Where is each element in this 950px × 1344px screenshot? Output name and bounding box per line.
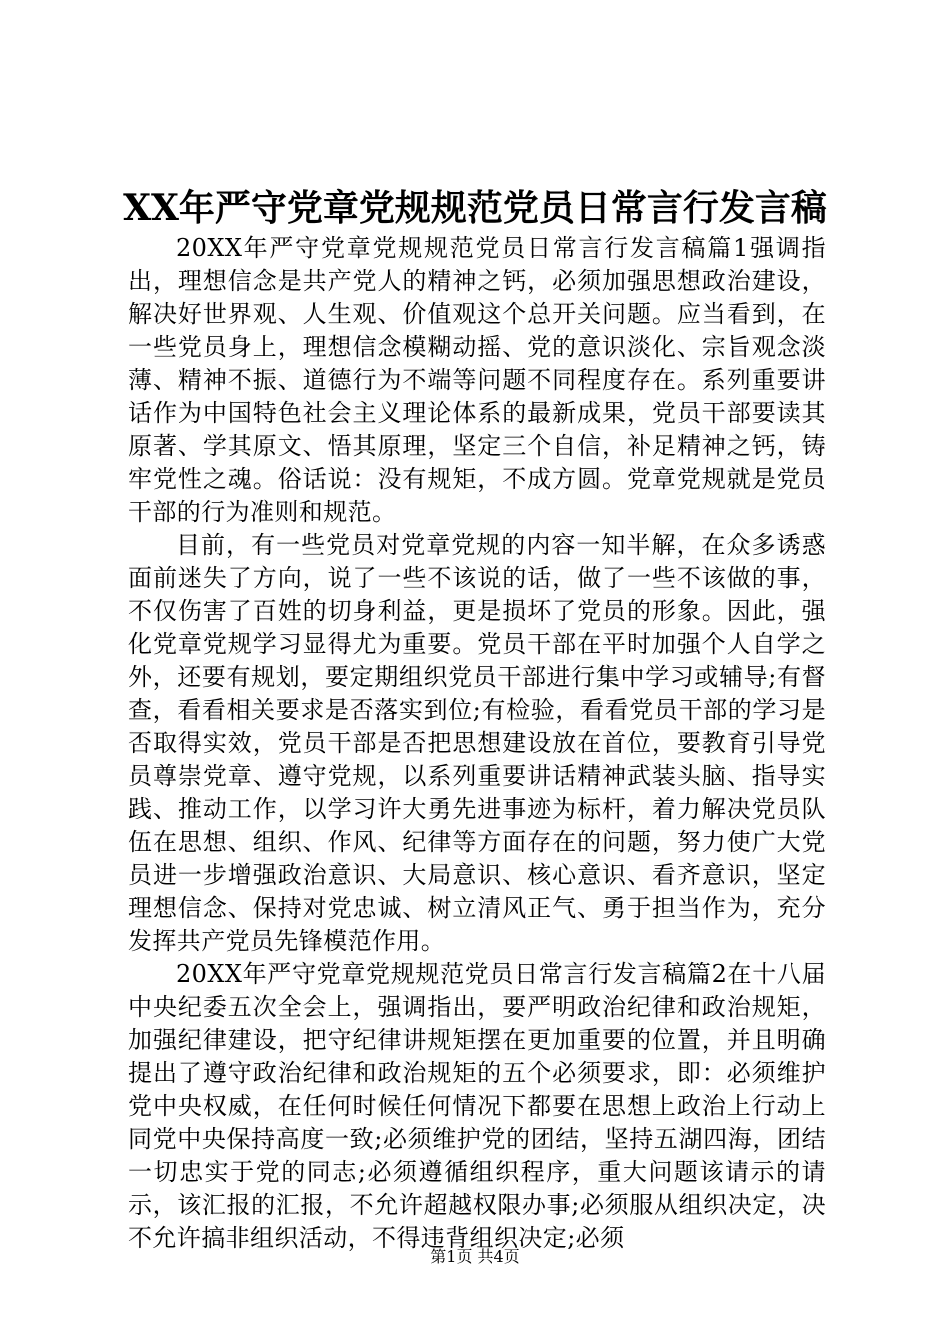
- page-number-footer: 第1页 共4页: [430, 1247, 520, 1266]
- body-paragraph-1: 20XX年严守党章党规规范党员日常言行发言稿篇1强调指出，理想信念是共产党人的精神之钙，必须加强思想政治建设，解决好世界观、人生观、价值观这个总开关问题。应当看到，在一些党员身上，理想信念模糊动摇、党的意识淡化、宗旨观念淡薄、精神不振、道德行为不端等问题不同程度存在。系列重要讲话作为中国特色社会主义理论体系的最新成果，党员干部要读其原著、学其原文、悟其原理，坚定三个自信，补足精神之钙，铸牢党性之魂。俗话说：没有规矩，不成方圆。党章党规就是党员干部的行为准则和规范。: [128, 234, 826, 526]
- document-body: [128, 232, 826, 1255]
- document-title: XX年严守党章党规规范党员日常言行发言稿: [123, 187, 827, 229]
- body-paragraph-2: 目前，有一些党员对党章党规的内容一知半解，在众多诱惑面前迷失了方向，说了一些不该说的话，做了一些不该做的事，不仅伤害了百姓的切身利益，更是损坏了党员的形象。因此，强化党章党规学习显得尤为重要。党员干部在平时加强个人自学之外，还要有规划，要定期组织党员干部进行集中学习或辅导;有督查，看看相关要求是否落实到位;有检验，看看党员干部的学习是否取得实效，党员干部是否把思想建设放在首位，要教育引导党员尊崇党章、遵守党规，以系列重要讲话精神武装头脑、指导实践、推动工作，以学习许大勇先进事迹为标杆，着力解决党员队伍在思想、组织、作风、纪律等方面存在的问题，努力使广大党员进一步增强政治意识、大局意识、核心意识、看齐意识，坚定理想信念、保持对党忠诚、树立清风正气、勇于担当作为，充分发挥共产党员先锋模范作用。: [128, 531, 826, 955]
- body-paragraph-3: 20XX年严守党章党规规范党员日常言行发言稿篇2在十八届中央纪委五次全会上，强调指出，要严明政治纪律和政治规矩，加强纪律建设，把守纪律讲规矩摆在更加重要的位置，并且明确提出了遵守政治纪律和政治规矩的五个必须要求，即：必须维护党中央权威，在任何时候任何情况下都要在思想上政治上行动上同党中央保持高度一致;必须维护党的团结，坚持五湖四海，团结一切忠实于党的同志;必须遵循组织程序，重大问题该请示的请示，该汇报的汇报，不允许超越权限办事;必须服从组织决定，决不允许搞非组织活动，不得违背组织决定;必须: [128, 960, 826, 1252]
